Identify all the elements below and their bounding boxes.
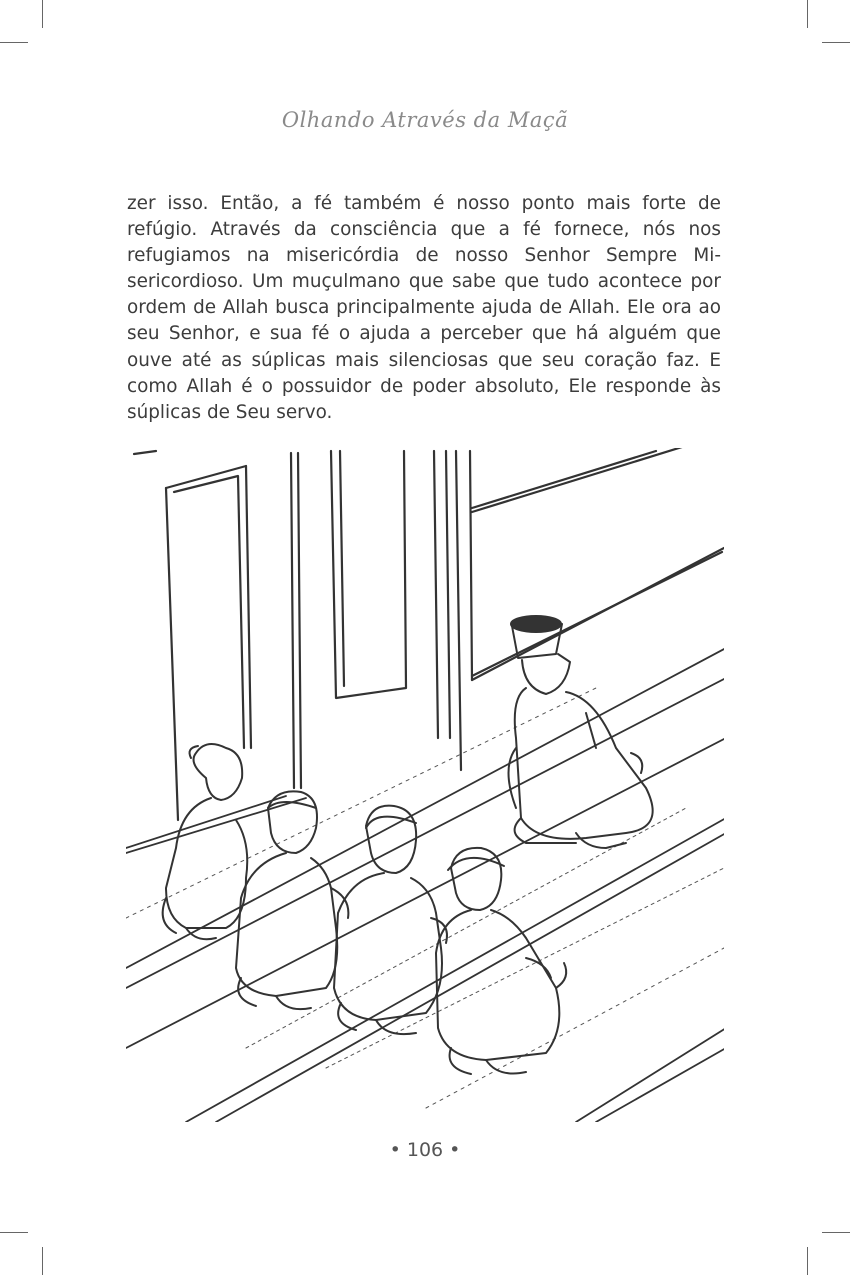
floor-stripes xyxy=(126,648,724,1122)
illustration-drawing xyxy=(126,448,724,1122)
crop-mark-bottom-right-horizontal xyxy=(822,1232,850,1233)
crop-mark-top-left-horizontal xyxy=(0,42,28,43)
wall-panels xyxy=(134,448,724,820)
running-head: Olhando Através da Maçã xyxy=(281,108,569,132)
crop-mark-bottom-left-horizontal xyxy=(0,1232,28,1233)
praying-men-illustration xyxy=(126,448,724,1122)
page-number: • 106 • xyxy=(389,1139,461,1161)
crop-mark-top-right-vertical xyxy=(807,0,808,28)
crop-mark-top-right-horizontal xyxy=(822,42,850,43)
crop-mark-bottom-right-vertical xyxy=(807,1247,808,1275)
body-paragraph: zer isso. Então, a fé também é nosso ponto mais forte de refúgio. Através da consciência que a fé fornece, nós nos refugiamos na misericórdia de nosso Senhor Sempre Misericordioso. Um muçulmano que sabe que tudo acontece por ordem de Allah busca principalmente ajuda de Allah. Ele ora ao seu Senhor, e sua fé o ajuda a perceber que há alguém que ouve até as súplicas mais silenciosas que seu coração faz. E como Allah é o possuidor de poder absoluto, Ele responde às súplicas de Seu servo. xyxy=(127,193,721,423)
crop-mark-bottom-left-vertical xyxy=(42,1247,43,1275)
floor-shading xyxy=(126,688,724,1108)
crop-mark-top-left-vertical xyxy=(42,0,43,28)
